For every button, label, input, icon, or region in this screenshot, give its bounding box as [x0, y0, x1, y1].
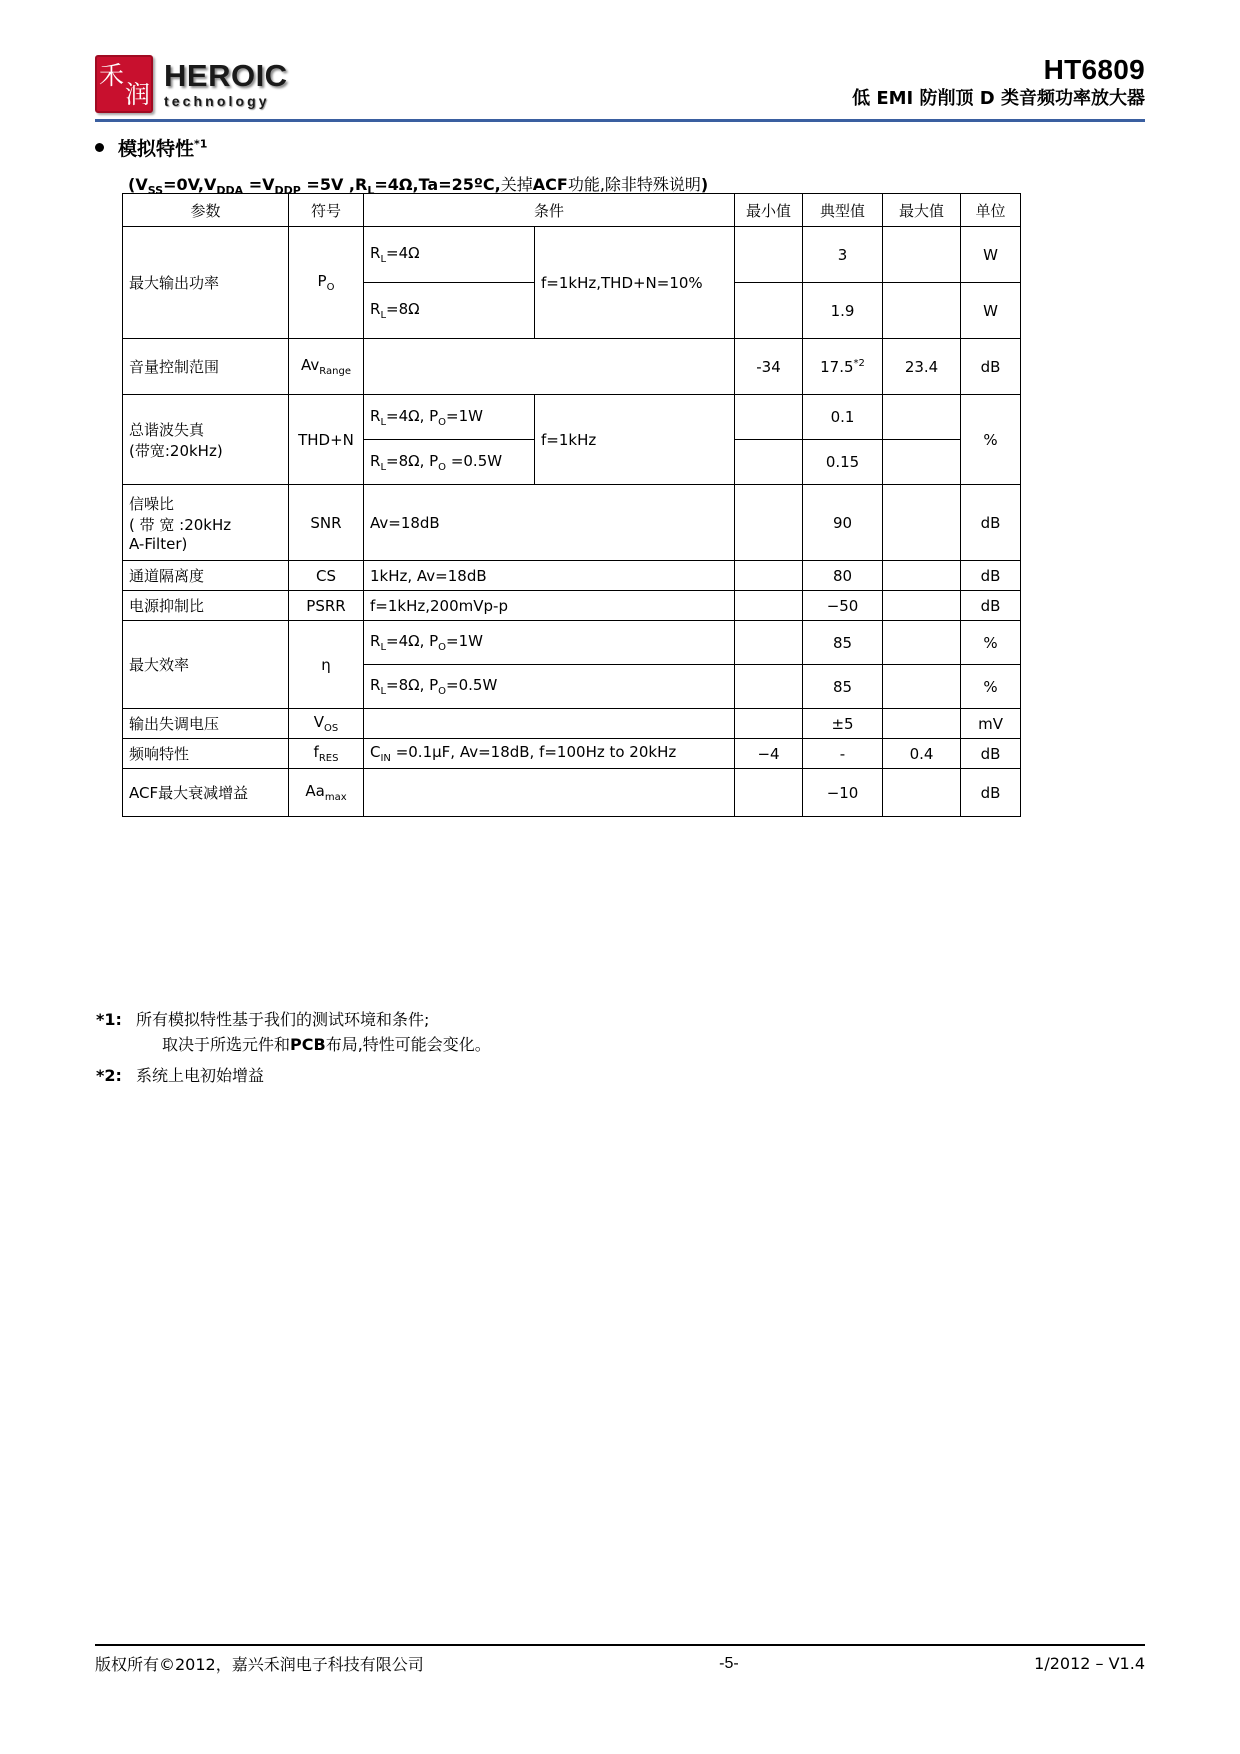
- cond-a1-sub2: O: [438, 642, 447, 653]
- cell-symbol: CS: [289, 561, 364, 591]
- cell-unit: dB: [961, 591, 1021, 621]
- cell-max: [883, 665, 961, 709]
- table-row: [123, 227, 1021, 283]
- cell-typ: [803, 339, 883, 395]
- cell-symbol: SNR: [289, 485, 364, 561]
- section-heading: [95, 134, 207, 161]
- cond-s4: L: [367, 184, 375, 198]
- symbol-main: Av: [301, 356, 320, 374]
- part-number: HT6809: [1043, 54, 1145, 85]
- cell-condition-b: f=1kHz: [535, 395, 735, 485]
- cond-a1-rest: =4Ω: [386, 244, 420, 262]
- cell-condition: 1kHz, Av=18dB: [364, 561, 735, 591]
- param-line2: (带宽:20kHz): [129, 441, 223, 460]
- cell-condition: f=1kHz,200mVp-p: [364, 591, 735, 621]
- symbol-sub: RES: [318, 753, 339, 764]
- cond-p1: C: [370, 743, 381, 761]
- footer-page-number: -5-: [719, 1654, 739, 1672]
- cell-parameter: 电源抑制比: [123, 591, 289, 621]
- cell-symbol: [289, 739, 364, 769]
- table-row: [123, 769, 1021, 817]
- cell-unit: %: [961, 665, 1021, 709]
- cell-condition-b: f=1kHz,THD+N=10%: [535, 227, 735, 339]
- cell-max: [883, 709, 961, 739]
- cell-parameter: 通道隔离度: [123, 561, 289, 591]
- footnote-2-label: *2:: [96, 1065, 122, 1085]
- cell-max: [883, 395, 961, 440]
- footnote-1-text: 所有模拟特性基于我们的测试环境和条件;: [136, 1010, 430, 1029]
- symbol-sub: Range: [319, 366, 351, 377]
- cond-sub: IN: [380, 753, 391, 764]
- cell-condition: [364, 339, 735, 395]
- cell-min: -34: [735, 339, 803, 395]
- typ-footnote-marker: *2: [853, 357, 865, 369]
- footnote-2-text: 系统上电初始增益: [136, 1065, 265, 1085]
- symbol-sub: O: [326, 282, 335, 293]
- symbol-main: P: [317, 272, 327, 290]
- cell-max: [883, 621, 961, 665]
- col-header-parameter: 参数: [123, 194, 289, 227]
- footnote-2: [96, 1064, 491, 1089]
- cell-min: −4: [735, 739, 803, 769]
- logo-company-name: HEROIC: [164, 58, 288, 93]
- table-row: [123, 591, 1021, 621]
- cell-unit: %: [961, 395, 1021, 485]
- col-header-symbol: 符号: [289, 194, 364, 227]
- cond-a1-rest: =4Ω, P: [386, 632, 439, 650]
- footnote-1-continued: [96, 1033, 491, 1058]
- cond-a1-sub: L: [380, 254, 387, 265]
- cond-p2: =0V,V: [163, 175, 217, 194]
- section-title-text: 模拟特性: [118, 138, 195, 160]
- cond-s3: DDP: [274, 184, 301, 198]
- cell-min: [735, 227, 803, 283]
- footnote-1-line2a: 取决于所选元件和: [162, 1034, 291, 1054]
- cond-a1-sub: L: [380, 642, 387, 653]
- param-line1: 总谐波失真: [129, 420, 205, 439]
- cell-min: [735, 591, 803, 621]
- cell-parameter: ACF最大衰减增益: [123, 769, 289, 817]
- cell-parameter: 频响特性: [123, 739, 289, 769]
- cond-a2-rest: =8Ω, P: [386, 676, 439, 694]
- cond-p1: (V: [128, 175, 148, 194]
- col-header-unit: 单位: [961, 194, 1021, 227]
- cell-condition-a: [364, 621, 735, 665]
- logo-text: [164, 60, 288, 108]
- cell-unit: dB: [961, 769, 1021, 817]
- cell-unit: dB: [961, 739, 1021, 769]
- header-title-block: [852, 55, 1145, 109]
- cell-min: [735, 485, 803, 561]
- cell-unit: W: [961, 227, 1021, 283]
- cell-typ: -: [803, 739, 883, 769]
- footer-divider: [95, 1644, 1145, 1646]
- symbol-sub: max: [324, 792, 347, 803]
- cell-parameter: 输出失调电压: [123, 709, 289, 739]
- cell-symbol: η: [289, 621, 364, 709]
- cell-min: [735, 665, 803, 709]
- cond-a2-sub: L: [380, 686, 387, 697]
- col-header-typ: 典型值: [803, 194, 883, 227]
- section-title-footnote-marker: *1: [194, 137, 208, 151]
- typ-value: 17.5: [820, 357, 854, 376]
- cell-parameter: [123, 395, 289, 485]
- cell-typ: 85: [803, 621, 883, 665]
- cond-a2: R: [370, 300, 381, 318]
- cond-s2: DDA: [216, 184, 244, 198]
- cond-a2-sub: L: [380, 461, 387, 473]
- symbol-main: f: [313, 743, 319, 761]
- cell-unit: dB: [961, 485, 1021, 561]
- cell-typ: 0.15: [803, 440, 883, 485]
- cell-unit: W: [961, 283, 1021, 339]
- table-row: [123, 739, 1021, 769]
- param-line2: ( 带 宽 :20kHz: [129, 515, 232, 534]
- heroic-logo-icon: [95, 55, 153, 113]
- cell-condition: Av=18dB: [364, 485, 735, 561]
- cell-condition-a: [364, 283, 535, 339]
- cell-typ: 1.9: [803, 283, 883, 339]
- table-row: [123, 621, 1021, 665]
- footnote-1-line2b: PCB: [290, 1034, 326, 1054]
- cond-a1-sub: L: [380, 416, 387, 428]
- cell-parameter: 最大输出功率: [123, 227, 289, 339]
- cell-min: [735, 395, 803, 440]
- cond-a1: R: [370, 632, 381, 650]
- cell-condition-a: [364, 665, 735, 709]
- cond-a2-rest: =8Ω: [386, 300, 420, 318]
- bullet-icon: [95, 143, 104, 152]
- cond-a2-sub2: O: [438, 461, 447, 473]
- cell-parameter: [123, 485, 289, 561]
- analog-characteristics-table: [122, 193, 1021, 817]
- cond-a1-rest: =4Ω, P: [386, 406, 439, 425]
- cell-unit: %: [961, 621, 1021, 665]
- footer-version: 1/2012 – V1.4: [1034, 1654, 1145, 1673]
- table-row: [123, 561, 1021, 591]
- cell-condition: [364, 769, 735, 817]
- cell-typ: −50: [803, 591, 883, 621]
- cell-max: [883, 440, 961, 485]
- cell-parameter: 音量控制范围: [123, 339, 289, 395]
- cond-a2-sub: L: [380, 310, 387, 321]
- param-line3: A-Filter): [129, 534, 188, 553]
- part-description: 低 EMI 防削顶 D 类音频功率放大器: [852, 88, 1145, 110]
- page-footer: [95, 1652, 1145, 1675]
- cond-a1-rest2: =1W: [446, 406, 483, 425]
- cell-min: [735, 561, 803, 591]
- cond-a1-rest2: =1W: [446, 632, 483, 650]
- company-logo: [95, 55, 288, 113]
- cell-symbol: THD+N: [289, 395, 364, 485]
- header-divider: [95, 119, 1145, 122]
- col-header-min: 最小值: [735, 194, 803, 227]
- cond-a2: R: [370, 451, 381, 470]
- cell-condition: [364, 709, 735, 739]
- cell-symbol: [289, 709, 364, 739]
- table-row: [123, 709, 1021, 739]
- logo-company-tagline: technology: [164, 93, 270, 109]
- table-row: [123, 485, 1021, 561]
- cell-unit: mV: [961, 709, 1021, 739]
- footer-copyright: 版权所有©2012，嘉兴禾润电子科技有限公司: [95, 1655, 424, 1674]
- cell-max: [883, 283, 961, 339]
- param-line1: 信噪比: [129, 494, 175, 513]
- cell-min: [735, 283, 803, 339]
- cell-max: [883, 591, 961, 621]
- table-header-row: [123, 194, 1021, 227]
- col-header-max: 最大值: [883, 194, 961, 227]
- cell-typ: ±5: [803, 709, 883, 739]
- cell-max: [883, 769, 961, 817]
- cond-a2: R: [370, 676, 381, 694]
- cell-typ: 85: [803, 665, 883, 709]
- symbol-sub: OS: [324, 723, 339, 734]
- cell-max: [883, 561, 961, 591]
- cell-max: 0.4: [883, 739, 961, 769]
- table-row: [123, 339, 1021, 395]
- cond-p2: =0.1μF, Av=18dB, f=100Hz to 20kHz: [390, 743, 677, 761]
- cell-max: [883, 485, 961, 561]
- cond-s1: SS: [147, 184, 164, 198]
- cond-p7: ): [700, 175, 709, 194]
- cell-min: [735, 709, 803, 739]
- cell-typ: 90: [803, 485, 883, 561]
- cond-a1: R: [370, 406, 381, 425]
- footnote-1: [96, 1008, 491, 1033]
- footnote-1-line2c: 布局,特性可能会变化。: [325, 1034, 491, 1054]
- cond-a2-rest2: =0.5W: [446, 676, 498, 694]
- cell-unit: dB: [961, 339, 1021, 395]
- cond-a2-rest: =8Ω, P: [386, 451, 439, 470]
- cell-typ: −10: [803, 769, 883, 817]
- cond-p3: =V: [243, 175, 275, 194]
- cell-max: [883, 227, 961, 283]
- cell-typ: 3: [803, 227, 883, 283]
- cond-a1: R: [370, 244, 381, 262]
- cond-p5: =4Ω,Ta=25ºC,: [374, 175, 501, 194]
- cell-symbol: [289, 339, 364, 395]
- col-header-condition: 条件: [364, 194, 735, 227]
- symbol-main: V: [313, 713, 325, 731]
- cond-cn1: 关掉: [500, 175, 533, 194]
- cell-condition: [364, 739, 735, 769]
- cond-a2-rest2: =0.5W: [446, 451, 503, 470]
- cell-symbol: [289, 769, 364, 817]
- footnote-1-label: *1:: [96, 1010, 122, 1029]
- cell-symbol: [289, 227, 364, 339]
- cell-condition-a: [364, 227, 535, 283]
- footnotes: [96, 1008, 491, 1088]
- cell-min: [735, 769, 803, 817]
- cell-min: [735, 621, 803, 665]
- cell-max: 23.4: [883, 339, 961, 395]
- cell-min: [735, 440, 803, 485]
- cond-p6: ACF: [532, 175, 568, 194]
- cond-p4: =5V ,R: [300, 175, 368, 194]
- cell-typ: 80: [803, 561, 883, 591]
- cell-parameter: 最大效率: [123, 621, 289, 709]
- cond-a2-sub2: O: [438, 686, 447, 697]
- cond-a1-sub2: O: [438, 416, 447, 428]
- cell-typ: 0.1: [803, 395, 883, 440]
- cell-unit: dB: [961, 561, 1021, 591]
- page-header: [95, 55, 1145, 117]
- cell-condition-a: [364, 395, 535, 440]
- cond-cn2: 功能,除非特殊说明: [567, 175, 701, 194]
- cell-symbol: PSRR: [289, 591, 364, 621]
- cell-condition-a: [364, 440, 535, 485]
- table-row: [123, 395, 1021, 440]
- symbol-main: Aa: [305, 782, 325, 800]
